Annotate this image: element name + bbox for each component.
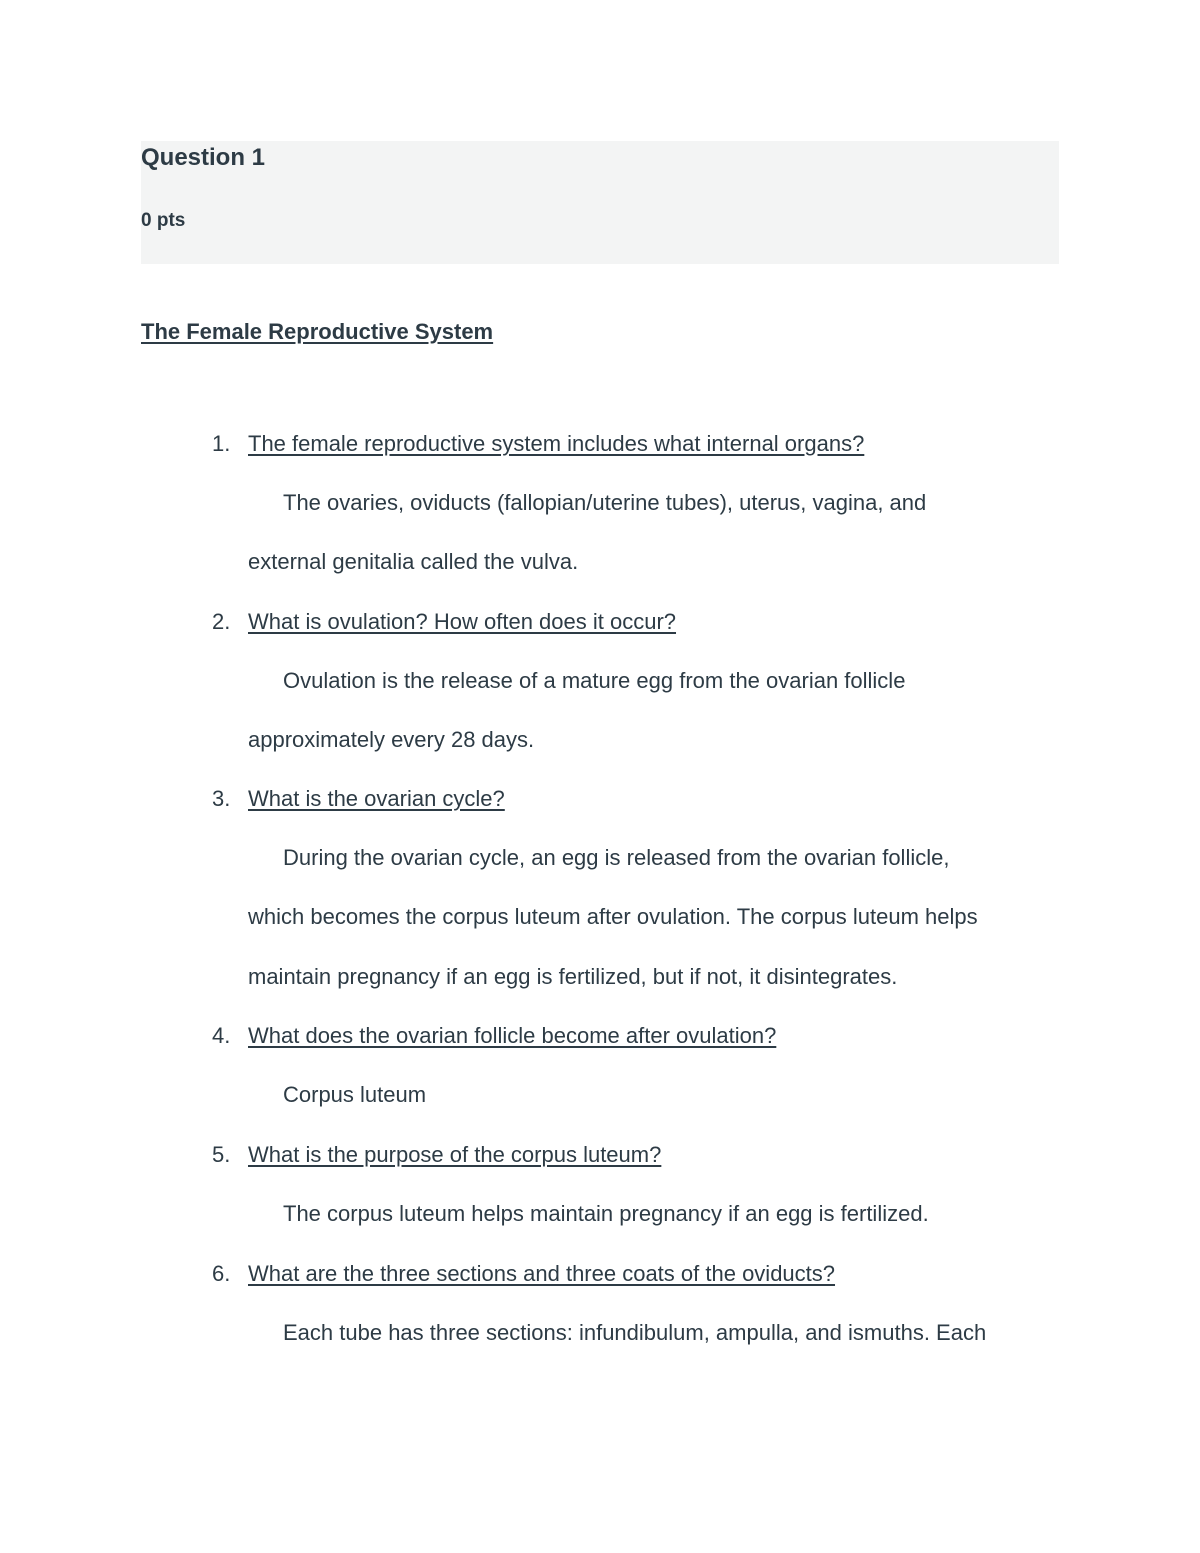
item-question: What are the three sections and three coats of the oviducts? xyxy=(248,1261,836,1286)
item-number: 3. xyxy=(212,786,231,811)
question-header xyxy=(141,141,1059,264)
item-answer-line: Each tube has three sections: infundibulum, ampulla, and ismuths. Each xyxy=(283,1320,987,1345)
item-question: What is ovulation? How often does it occur? xyxy=(248,609,677,634)
item-answer-line: maintain pregnancy if an egg is fertilized, but if not, it disintegrates. xyxy=(248,964,898,989)
item-answer-line: approximately every 28 days. xyxy=(248,727,535,752)
item-number: 5. xyxy=(212,1142,231,1167)
item-answer-line: which becomes the corpus luteum after ovulation. The corpus luteum helps xyxy=(248,904,978,929)
item-question: The female reproductive system includes what internal organs? xyxy=(248,431,865,456)
item-answer-line: The ovaries, oviducts (fallopian/uterine tubes), uterus, vagina, and xyxy=(283,490,927,515)
item-number: 2. xyxy=(212,609,231,634)
item-answer-line: The corpus luteum helps maintain pregnancy if an egg is fertilized. xyxy=(283,1201,929,1226)
item-number: 1. xyxy=(212,431,231,456)
item-answer-line: external genitalia called the vulva. xyxy=(248,549,579,574)
question-points: 0 pts xyxy=(141,210,186,231)
item-question: What does the ovarian follicle become after ovulation? xyxy=(248,1023,777,1048)
item-question: What is the ovarian cycle? xyxy=(248,786,505,811)
item-answer-line: Corpus luteum xyxy=(283,1082,427,1107)
item-answer-line: During the ovarian cycle, an egg is released from the ovarian follicle, xyxy=(283,845,950,870)
item-number: 4. xyxy=(212,1023,231,1048)
item-number: 6. xyxy=(212,1261,231,1286)
section-title: The Female Reproductive System xyxy=(141,319,494,344)
item-question: What is the purpose of the corpus luteum? xyxy=(248,1142,662,1167)
item-answer-line: Ovulation is the release of a mature egg from the ovarian follicle xyxy=(283,668,906,693)
question-title: Question 1 xyxy=(141,144,266,171)
